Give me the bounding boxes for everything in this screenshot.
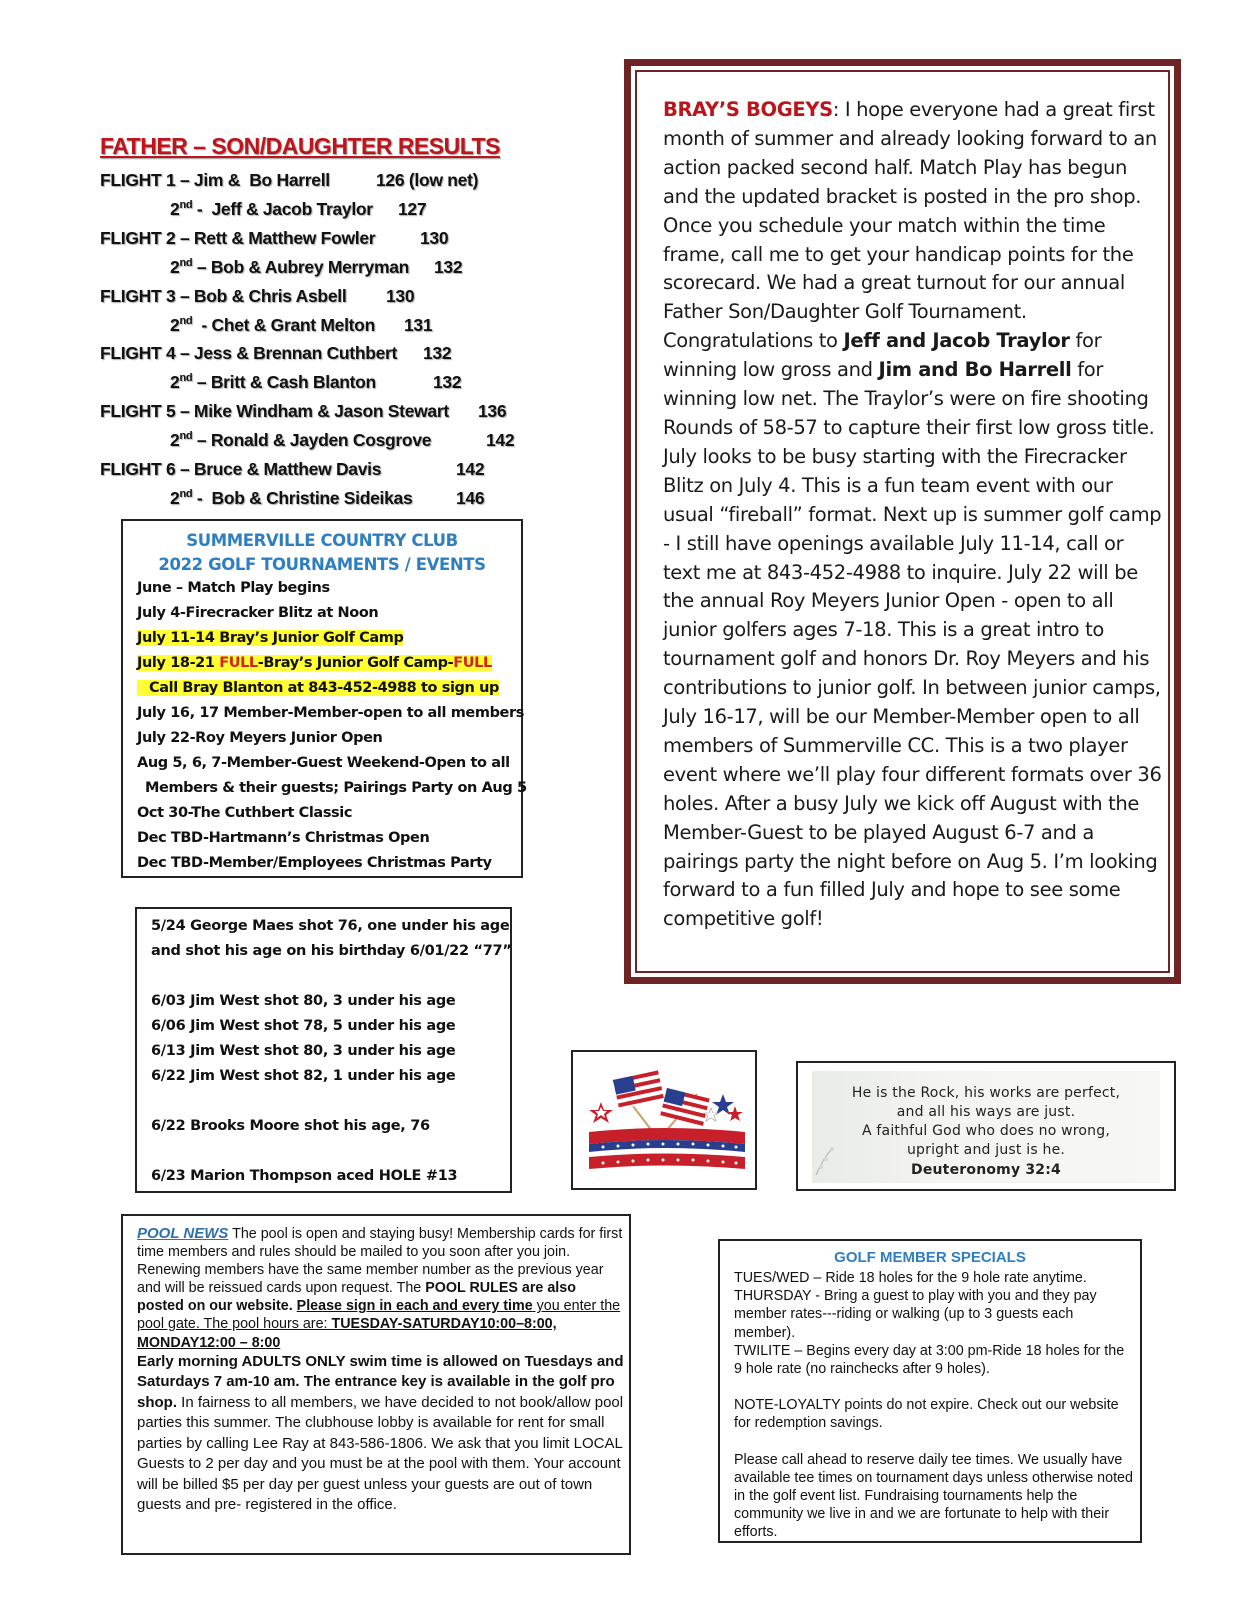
flight-result-label: 2nd – Bob & Aubrey Merryman (170, 257, 410, 277)
flight-result-label: FLIGHT 5 – Mike Windham & Jason Stewart (100, 401, 449, 421)
flight-result-label: 2nd - Bob & Christine Sideikas (170, 488, 413, 508)
pool-news-box (121, 1214, 631, 1555)
brays-bogeys-title: BRAY’S BOGEYS (663, 98, 833, 121)
patriotic-flag-image (571, 1050, 757, 1190)
age-item: 6/23 Marion Thompson aced HOLE #13 (151, 1168, 458, 1184)
flight-result-score: 130 (420, 228, 449, 248)
flight-result-row (170, 372, 462, 393)
event-item: Aug 5, 6, 7-Member-Guest Weekend-Open to all (137, 755, 510, 771)
event-item: Dec TBD-Hartmann’s Christmas Open (137, 830, 430, 846)
full-label: FULL (453, 655, 492, 671)
flight-result-row (100, 401, 507, 422)
flight-result-score: 131 (404, 315, 433, 335)
flight-result-row (100, 459, 485, 480)
flight-result-score: 127 (398, 199, 427, 219)
verse-line: A faithful God who does no wrong, (862, 1123, 1110, 1139)
flight-result-row (100, 286, 415, 307)
golf-member-specials-box (718, 1239, 1142, 1543)
brays-bogeys-box (624, 59, 1181, 984)
american-flags-icon (573, 1052, 755, 1188)
flight-result-score: 136 (478, 401, 507, 421)
age-item: 6/06 Jim West shot 78, 5 under his age (151, 1018, 456, 1034)
events-club-heading: SUMMERVILLE COUNTRY CLUB (186, 531, 458, 550)
flight-result-score: 146 (456, 488, 485, 508)
flight-result-row (100, 228, 449, 249)
father-son-results-title: FATHER – SON/DAUGHTER RESULTS (100, 133, 500, 159)
flight-result-label: 2nd – Britt & Cash Blanton (170, 372, 376, 392)
flight-result-label: FLIGHT 4 – Jess & Brennan Cuthbert (100, 343, 398, 363)
age-item: 6/13 Jim West shot 80, 3 under his age (151, 1043, 456, 1059)
flight-result-label: FLIGHT 3 – Bob & Chris Asbell (100, 286, 347, 306)
flight-result-row (170, 315, 433, 336)
golf-special-item: THURSDAY - Bring a guest to play with you and they pay member rates---riding or walking (up to 3 guests each member). (734, 1288, 1097, 1341)
age-item: 5/24 George Maes shot 76, one under his age (151, 918, 510, 934)
flight-result-score: 142 (456, 459, 485, 479)
flight-result-score: 130 (386, 286, 415, 306)
golf-special-item: NOTE-LOYALTY points do not expire. Check out our website for redemption savings. (734, 1397, 1119, 1432)
event-item: Oct 30-The Cuthbert Classic (137, 805, 353, 821)
verse-line: upright and just is he. (906, 1142, 1066, 1158)
age-item: 6/22 Jim West shot 82, 1 under his age (151, 1068, 456, 1084)
flight-result-score: 132 (434, 257, 463, 277)
event-item-highlighted: Call Bray Blanton at 843-452-4988 to sign up (137, 680, 499, 696)
flight-result-label: 2nd - Jeff & Jacob Traylor (170, 199, 373, 219)
flight-result-score: 132 (433, 372, 462, 392)
flight-result-score: 142 (486, 430, 515, 450)
full-label: FULL (219, 655, 258, 671)
golf-specials-title: GOLF MEMBER SPECIALS (834, 1249, 1026, 1266)
pool-news-text: POOL NEWS The pool is open and staying busy! Membership cards for first time members and rules should be mailed to you soon after you join. Renewing members have the same member number as the previous year and will be reissued cards upon request. The POOL RULES are also posted on our website. Please sign in each and every time you enter the pool gate. The pool hours are: TUESDAY-SATURDAY10:00–8:00, MONDAY12:00 – 8:00 Early morning ADULTS ONLY swim time is allowed on Tuesdays and Saturdays 7 am-10 am. The entrance key is available in the golf pro shop. In fairness to all members, we have decided to not book/allow pool parties this summer. The clubhouse lobby is available for rent for small parties by calling Lee Ray at 843-586-1806. We ask that you limit LOCAL Guests to 2 per day and you must be at the pool with them. Your account will be billed $5 per day per guest unless your guests are out of town guests and pre- registered in the office. (137, 1225, 624, 1514)
flight-result-row (170, 430, 515, 451)
age-item: 6/03 Jim West shot 80, 3 under his age (151, 993, 456, 1009)
pool-news-title: POOL NEWS (137, 1225, 229, 1242)
verse-reference: Deuteronomy 32:4 (911, 1162, 1061, 1178)
event-item-highlighted: July 11-14 Bray’s Junior Golf Camp (137, 630, 404, 646)
flight-result-label: 2nd – Ronald & Jayden Cosgrove (170, 430, 432, 450)
flight-result-row (170, 488, 485, 509)
age-shooters-box (135, 907, 512, 1193)
bible-verse-box (796, 1061, 1176, 1191)
golf-special-item: TUES/WED – Ride 18 holes for the 9 hole rate anytime. (734, 1270, 1087, 1286)
flight-result-label: FLIGHT 1 – Jim & Bo Harrell (100, 170, 330, 190)
event-item: Dec TBD-Member/Employees Christmas Party (137, 855, 492, 871)
bible-verse-image (812, 1071, 1160, 1183)
brays-bogeys-text: BRAY’S BOGEYS: I hope everyone had a great first month of summer and already looking forward to an action packed second half. Match Play has begun and the updated bracket is posted in the pro shop. Once you schedule your match within the time frame, call me to get your handicap points for the scorecard. We had a great turnout for our annual Father Son/Daughter Golf Tournament. Congratulations to Jeff and Jacob Traylor for winning low gross and Jim and Bo Harrell for winning low net. The Traylor’s were on fire shooting Rounds of 58-57 to capture their first low gross title. July looks to be busy starting with the Firecracker Blitz on July 4. This is a fun team event with our usual “fireball” format. Next up is summer golf camp - I still have openings available July 11-14, call or text me at 843-452-4988 to inquire. July 22 will be the annual Roy Meyers Junior Open - open to all junior golfers ages 7-18. This is a great intro to tournament golf and honors Dr. Roy Meyers and his contributions to junior golf. In between junior camps, July 16-17, will be our Member-Member open to all members of Summerville CC. This is a two player event where we’ll play four different formats over 36 holes. After a busy July we kick off August with the Member-Guest to be played August 6-7 and a pairings party the night before on Aug 5. I’m looking forward to a fun filled July and hope to see some competitive golf! (663, 98, 1162, 931)
event-item: Members & their guests; Pairings Party on Aug 5 (145, 780, 527, 796)
age-item: 6/22 Brooks Moore shot his age, 76 (151, 1118, 430, 1134)
flight-result-row (100, 343, 452, 364)
event-item-highlighted (137, 655, 492, 671)
event-camp-dates: July 18-21 (137, 655, 220, 671)
flight-result-label: FLIGHT 2 – Rett & Matthew Fowler (100, 228, 376, 248)
event-item: June – Match Play begins (137, 580, 330, 596)
event-item: July 4-Firecracker Blitz at Noon (137, 605, 379, 621)
event-item: July 16, 17 Member-Member-open to all members (137, 705, 524, 721)
verse-line: and all his ways are just. (896, 1104, 1076, 1120)
age-item: and shot his age on his birthday 6/01/22 “77” (151, 943, 512, 959)
verse-line: He is the Rock, his works are perfect, (851, 1085, 1121, 1101)
flight-result-score: 126 (low net) (376, 170, 479, 190)
golf-special-item: Please call ahead to reserve daily tee times. We usually have available tee times on tournament days unless otherwise noted in the golf event list. Fundraising tournaments help the community we live in and we are fortunate to help with their efforts. (734, 1451, 1133, 1541)
flight-result-row (100, 170, 479, 191)
golf-special-item: TWILITE – Begins every day at 3:00 pm-Ride 18 holes for the 9 hole rate (no rainchecks after 9 holes). (734, 1342, 1125, 1378)
flight-result-label: FLIGHT 6 – Bruce & Matthew Davis (100, 459, 382, 479)
events-year-heading: 2022 GOLF TOURNAMENTS / EVENTS (158, 555, 486, 574)
flight-result-label: 2nd - Chet & Grant Melton (170, 315, 375, 335)
event-item: July 22-Roy Meyers Junior Open (137, 730, 383, 746)
event-camp-name: -Bray’s Junior Golf Camp- (257, 655, 454, 671)
events-box (121, 519, 527, 878)
flight-result-row (170, 257, 463, 278)
flight-result-score: 132 (423, 343, 452, 363)
flight-result-row (170, 199, 427, 220)
